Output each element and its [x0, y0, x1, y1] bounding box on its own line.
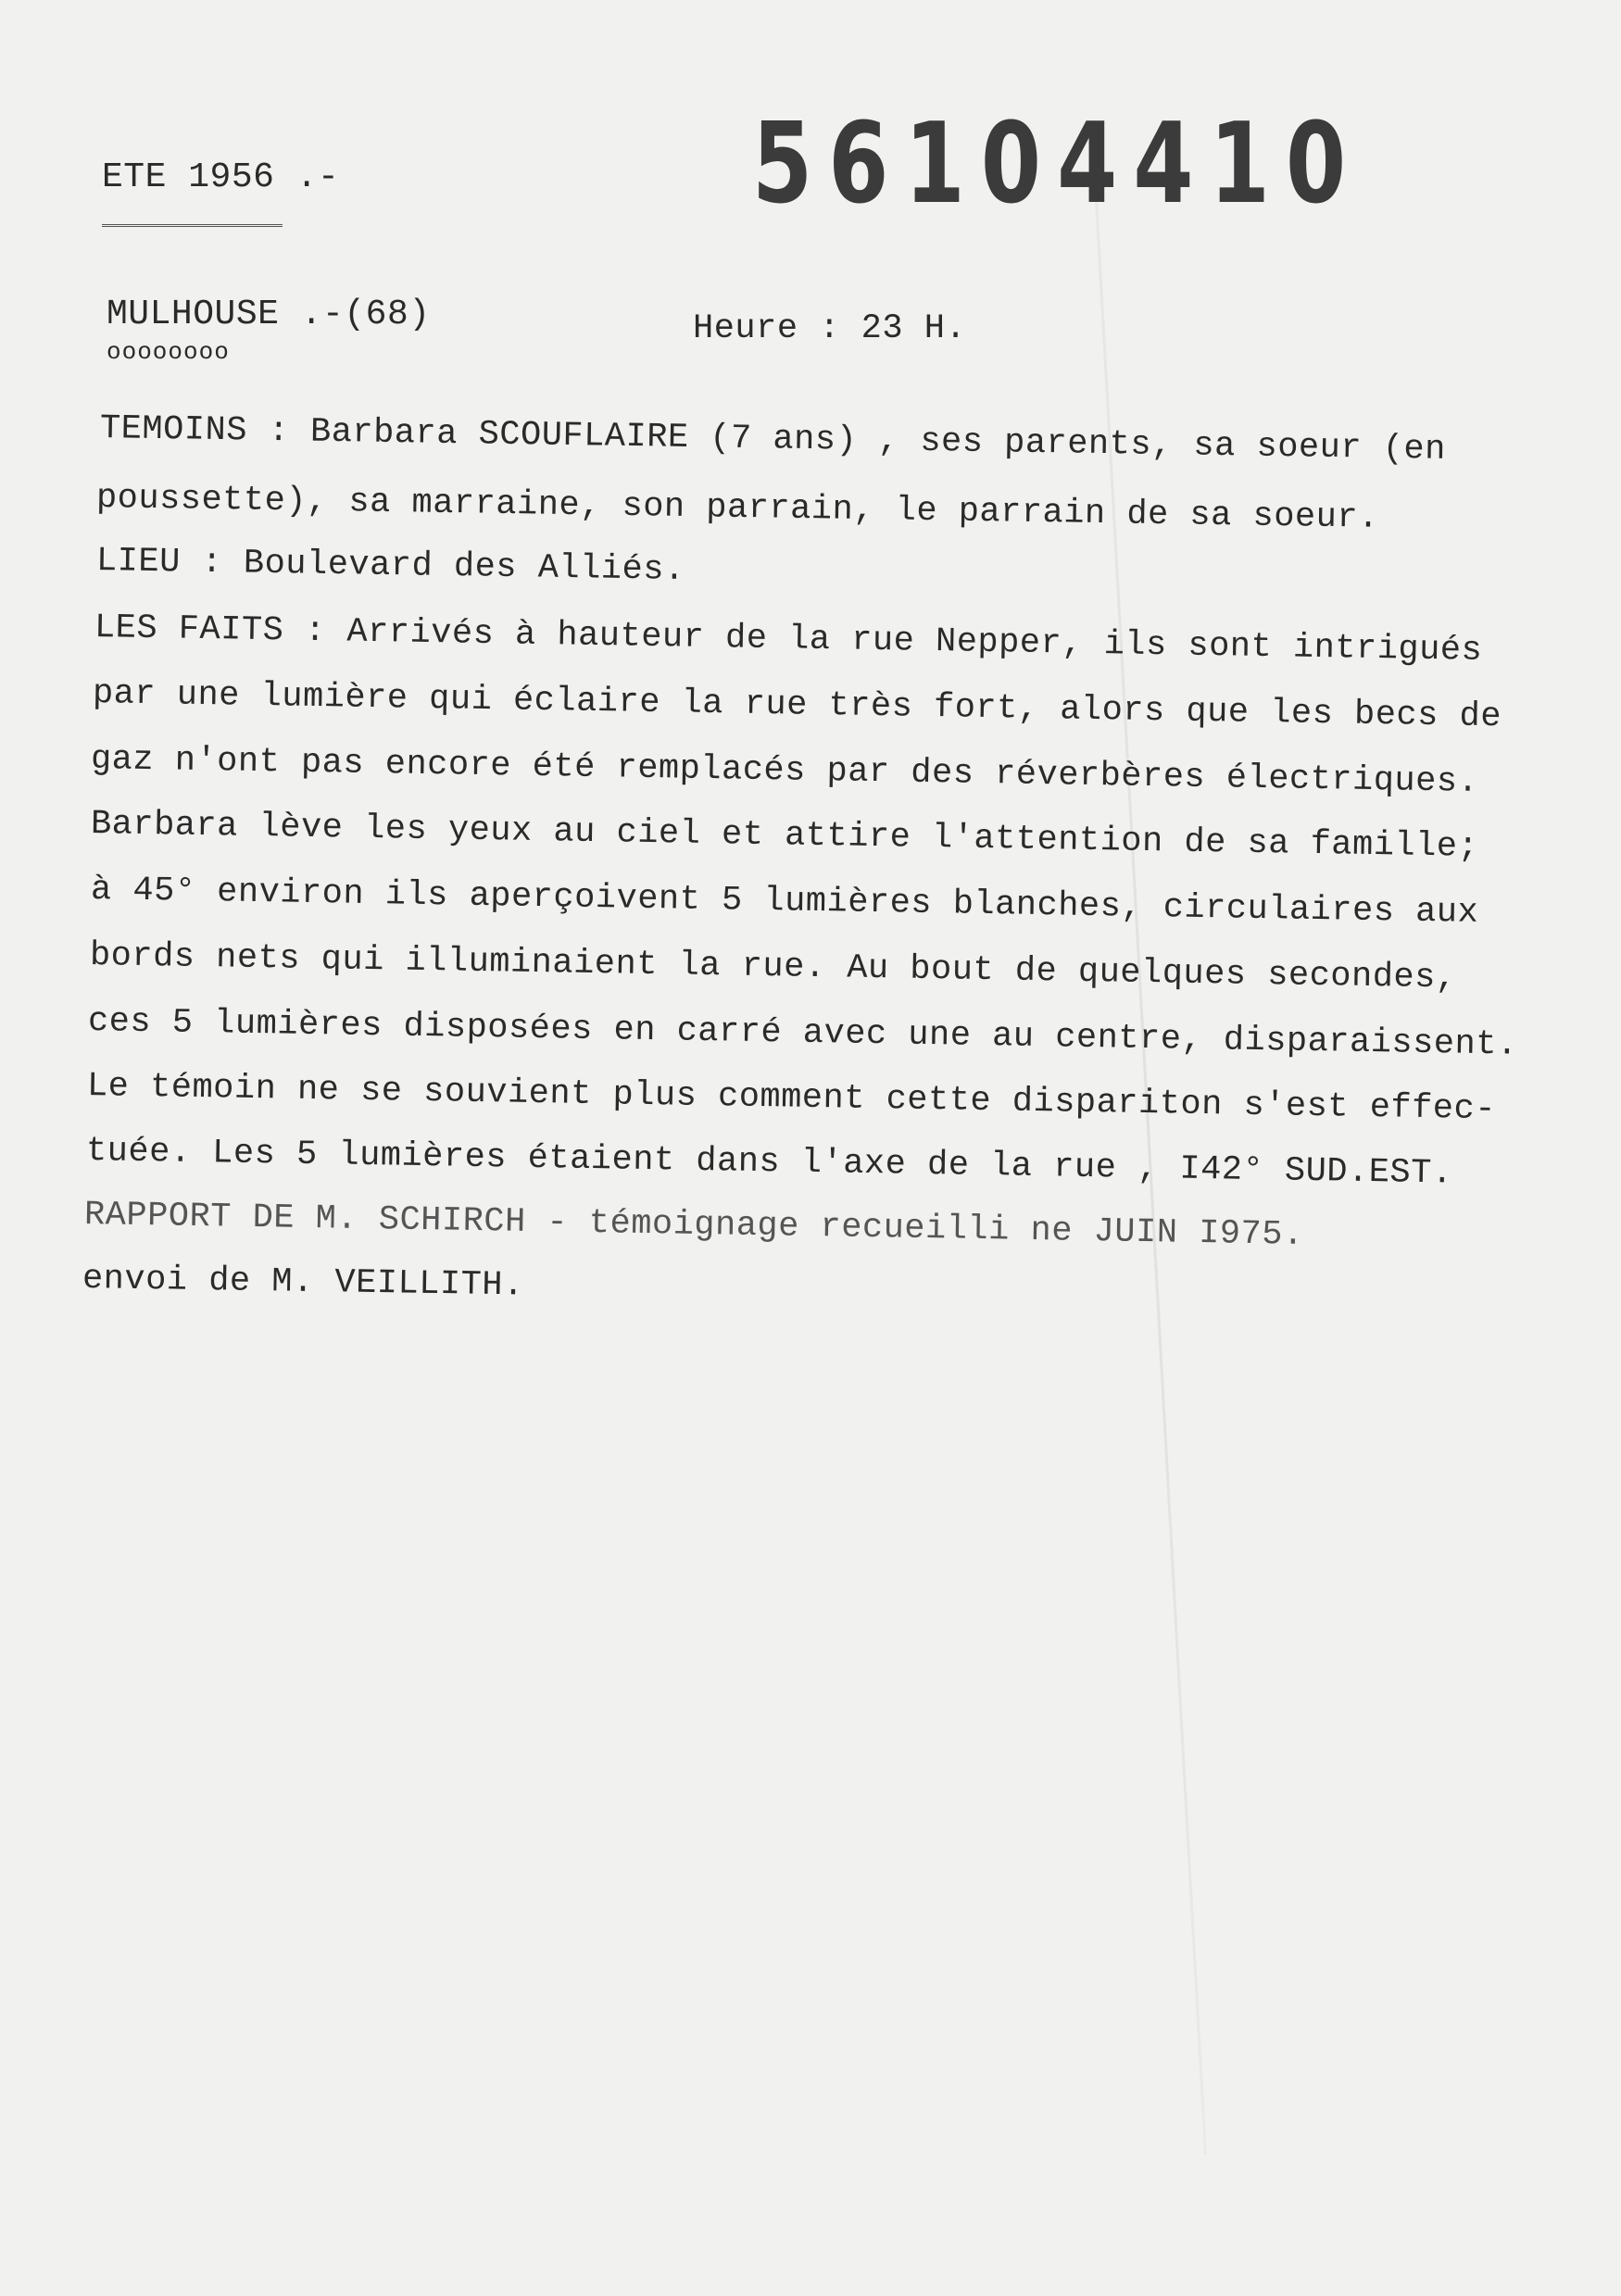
- location: MULHOUSE .-(68): [107, 295, 431, 334]
- file-number-stamp: 56104410: [752, 100, 1363, 229]
- line-sender: envoi de M. VEILLITH.: [82, 1260, 525, 1306]
- line-report: RAPPORT DE M. SCHIRCH - témoignage recueilli ne JUIN I975.: [83, 1196, 1304, 1255]
- line-facts-5: à 45° environ ils aperçoivent 5 lumières blanches, circulaires aux: [90, 871, 1479, 933]
- line-facts-6: bords nets qui illuminaient la rue. Au bout de quelques secondes,: [89, 936, 1457, 998]
- line-location: LIEU : Boulevard des Alliés.: [95, 542, 685, 590]
- line-facts-4: Barbara lève les yeux au ciel et attire l'attention de sa famille;: [90, 805, 1479, 867]
- line-facts-3: gaz n'ont pas encore été remplacés par des réverbères électriques.: [90, 740, 1479, 802]
- line-facts-8: Le témoin ne se souvient plus comment cette dispariton s'est effec-: [86, 1067, 1497, 1130]
- line-facts-9: tuée. Les 5 lumières étaient dans l'axe de la rue , I42° SUD.EST.: [85, 1132, 1453, 1194]
- line-witnesses-cont: poussette), sa marraine, son parrain, le parrain de sa soeur.: [95, 479, 1380, 538]
- line-facts-1: LES FAITS : Arrivés à hauteur de la rue Nepper, ils sont intrigués: [94, 609, 1483, 671]
- location-underline: oooooooo: [107, 338, 230, 366]
- season-year: ETE 1956 .-: [102, 157, 340, 197]
- time: Heure : 23 H.: [693, 309, 967, 348]
- season-underline: [102, 224, 283, 227]
- line-witnesses: TEMOINS : Barbara SCOUFLAIRE (7 ans) , ses parents, sa soeur (en: [99, 409, 1447, 470]
- line-facts-2: par une lumière qui éclaire la rue très fort, alors que les becs de: [92, 674, 1502, 737]
- line-facts-7: ces 5 lumières disposées en carré avec une au centre, disparaissent.: [87, 1002, 1518, 1065]
